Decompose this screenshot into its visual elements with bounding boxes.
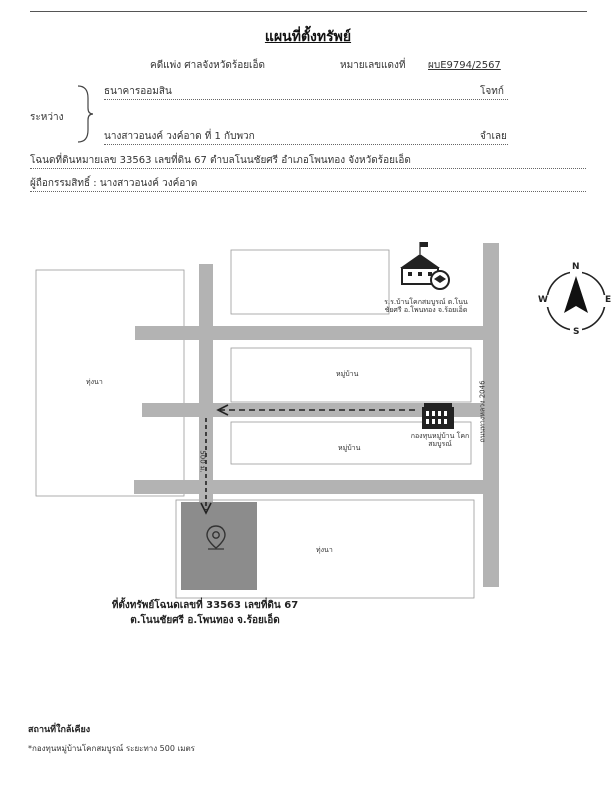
field-bottom-label: ทุ่งนา [316,546,333,554]
village-2-label: หมู่บ้าน [338,444,361,452]
top-rule [30,11,587,12]
defendant-name: นางสาวอนงค์ วงค์อาด ที่ 1 กับพวก [104,131,255,142]
plaintiff-name: ธนาคารออมสิน [104,86,172,97]
school-plot [231,250,389,314]
owner-text: ผู้ถือกรรมสิทธิ์ : นางสาวอนงค์ วงค์อาด [30,178,198,189]
plaintiff-line [104,84,508,100]
highway-label: ถนนทางหลวง 2046 [478,380,487,443]
road-h3 [134,480,485,494]
defendant-line [104,129,508,145]
deed-text: โฉนดที่ดินหมายเลข 33563 เลขที่ดิน 67 ตำบลโนนชัยศรี อำเภอโพนทอง จังหวัดร้อยเอ็ด [30,155,411,166]
location-caption-1: ที่ตั้งทรัพย์โฉนดเลขที่ 33563 เลขที่ดิน 67 [111,600,299,611]
fund-building-icon [422,403,454,429]
red-case-label: หมายเลขแดงที่ [340,60,406,71]
distance-label: 500 ม. [198,450,207,473]
field-left-label: ทุ่งนา [86,378,103,386]
owner-line [30,176,586,192]
compass-w: W [538,295,548,305]
nearby-item: *กองทุนหมู่บ้านโคกสมบูรณ์ ระยะทาง 500 เมตร [28,744,195,753]
compass-s: S [573,327,580,337]
fund-label: กองทุนหมู่บ้าน โคกสมบูรณ์ [410,432,470,448]
defendant-role: จำเลย [480,131,507,142]
court-case: คดีแพ่ง ศาลจังหวัดร้อยเอ็ด [150,60,265,71]
nearby-heading: สถานที่ใกล้เคียง [28,725,91,735]
village-1-label: หมู่บ้าน [336,370,359,378]
page-title: แผนที่ตั้งทรัพย์ [264,29,352,45]
red-case-number: ผบE9794/2567 [428,60,501,71]
school-icon [400,242,449,289]
road-h1 [135,326,485,340]
location-map [0,230,616,600]
compass-e: E [605,295,612,305]
field-left-plot [36,270,184,496]
brace-icon [74,84,94,144]
location-caption-2: ต.โนนชัยศรี อ.โพนทอง จ.ร้อยเอ็ด [130,615,280,626]
compass-n: N [572,262,580,272]
between-label: ระหว่าง [30,112,64,123]
deed-line [30,153,586,169]
school-label: ร.ร.บ้านโคกสมบูรณ์ ต.โนนชัยศรี อ.โพนทอง จ.ร้อยเอ็ด [384,298,468,314]
plaintiff-role: โจทก์ [480,86,504,97]
